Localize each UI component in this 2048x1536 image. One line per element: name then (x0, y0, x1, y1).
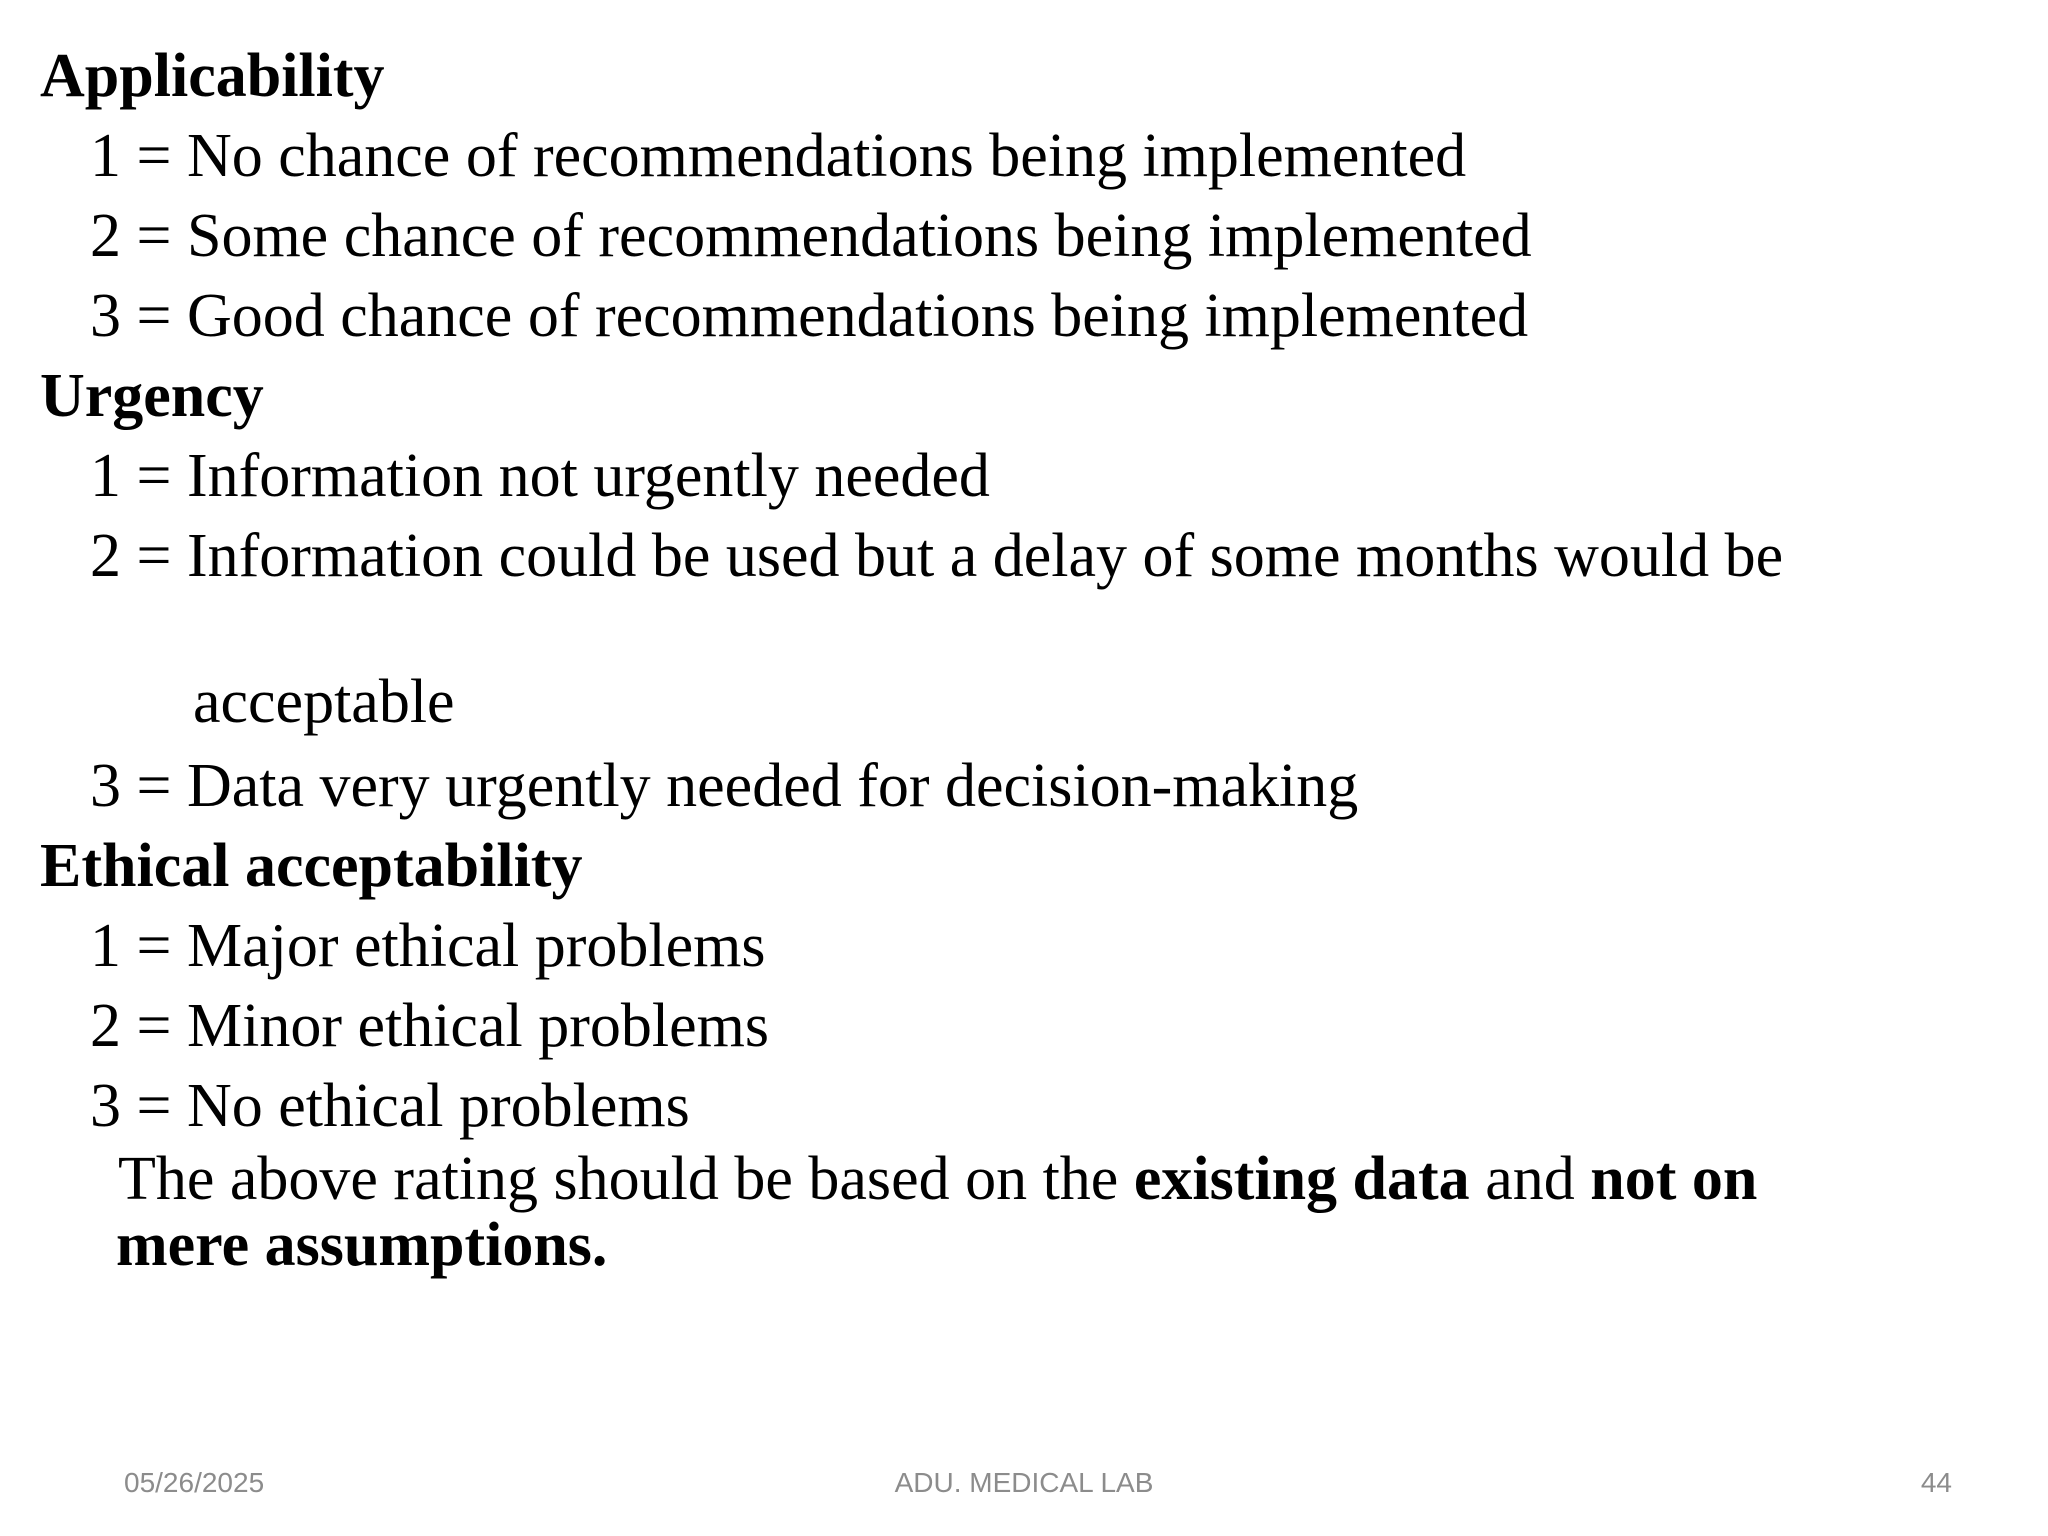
heading-applicability: Applicability (40, 42, 385, 110)
urgency-item-2-continuation: acceptable (193, 668, 455, 736)
footer-title: ADU. MEDICAL LAB (894, 1467, 1154, 1498)
ethical-item-3: 3 = No ethical problems (90, 1072, 690, 1140)
note-text-1: The above rating should be based on the (118, 1145, 1134, 1213)
rating-note (118, 1146, 1978, 1278)
note-bold-existing-data: existing data (1133, 1145, 1470, 1213)
note-text-2: and (1469, 1145, 1591, 1213)
applicability-item-3: 3 = Good chance of recommendations being implemented (90, 282, 1529, 350)
applicability-item-1: 1 = No chance of recommendations being implemented (90, 122, 1467, 190)
heading-urgency: Urgency (40, 362, 264, 430)
ethical-item-2: 2 = Minor ethical problems (90, 992, 769, 1060)
urgency-item-2: 2 = Information could be used but a delay of some months would be (90, 522, 1784, 590)
note-bold-not-on: not on (1590, 1145, 1758, 1213)
heading-ethical-acceptability: Ethical acceptability (40, 832, 583, 900)
applicability-item-2: 2 = Some chance of recommendations being implemented (90, 202, 1532, 270)
note-bold-mere-assumptions: mere assumptions. (116, 1211, 608, 1279)
footer-date: 05/26/2025 (124, 1467, 265, 1498)
ethical-item-1: 1 = Major ethical problems (90, 912, 766, 980)
urgency-item-1: 1 = Information not urgently needed (90, 442, 990, 510)
footer-page-number: 44 (1920, 1467, 1952, 1498)
urgency-item-3: 3 = Data very urgently needed for decision-making (90, 752, 1359, 820)
